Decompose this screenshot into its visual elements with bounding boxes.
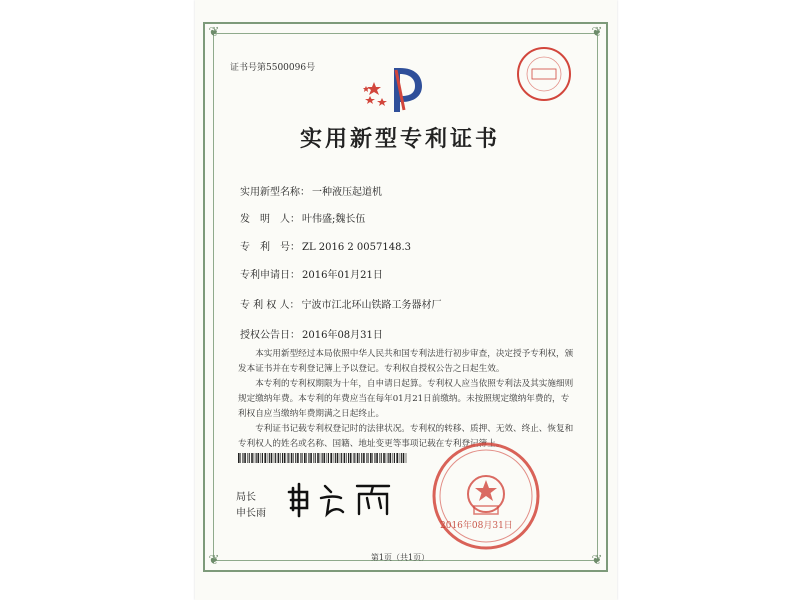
state-office-seal-icon	[430, 440, 542, 552]
field-label: 专利申请日：	[240, 270, 300, 281]
director-name: 申长雨	[236, 508, 266, 519]
field-label: 专 利 权 人：	[240, 300, 300, 311]
field-label: 发 明 人：	[240, 214, 300, 225]
field-label: 授权公告日：	[240, 330, 300, 341]
field-label: 实用新型名称：	[240, 187, 310, 198]
field-value: 2016年01月21日	[302, 270, 383, 281]
official-seal-icon	[515, 45, 573, 103]
field-value: 宁波市江北环山铁路工务器材厂	[301, 300, 442, 311]
corner-ornament-icon: ❦	[591, 25, 603, 40]
field-inventor	[240, 210, 365, 225]
corner-ornament-icon: ❦	[208, 25, 220, 40]
field-application-date	[240, 266, 383, 281]
barcode-icon	[238, 453, 408, 463]
director-title: 局长	[236, 492, 256, 503]
field-value: 2016年08月31日	[302, 330, 383, 341]
page-footer: 第1页（共1页）	[370, 553, 430, 562]
corner-ornament-icon: ❦	[208, 553, 220, 568]
field-value: 一种液压起道机	[312, 187, 382, 198]
field-grant-announcement-date	[240, 326, 383, 341]
signature-icon	[285, 478, 395, 518]
patent-office-logo-icon	[360, 62, 430, 116]
body-paragraph: 专利证书记载专利权登记时的法律状况。专利权的转移、质押、无效、终止、恢复和专利权人的姓名或名称、国籍、地址变更等事项记载在专利登记簿上。	[238, 424, 574, 449]
field-utility-model-name	[240, 183, 382, 198]
body-paragraph: 本实用新型经过本局依照中华人民共和国专利法进行初步审查，决定授予专利权，颁发本证书并在专利登记簿上予以登记。专利权自授权公告之日起生效。	[238, 349, 574, 374]
seal-date: 2016年08月31日	[440, 521, 513, 531]
field-value: ZL 2016 2 0057148.3	[302, 242, 412, 253]
corner-ornament-icon: ❦	[591, 553, 603, 568]
certificate-body-text	[238, 347, 576, 452]
certificate-number: 证书号第5500096号	[230, 63, 316, 73]
page-title: 实用新型专利证书	[299, 126, 500, 152]
field-patent-number	[240, 238, 411, 253]
field-value: 叶伟盛;魏长伍	[302, 214, 366, 225]
field-patentee	[240, 296, 442, 311]
body-paragraph: 本专利的专利权期限为十年，自申请日起算。专利权人应当依照专利法及其实施细则规定缴纳年费。本专利的年费应当在每年01月21日前缴纳。未按照规定缴纳年费的，专利权自应当缴纳年费期满之日起终止。	[238, 379, 574, 419]
field-label: 专 利 号：	[240, 242, 300, 253]
